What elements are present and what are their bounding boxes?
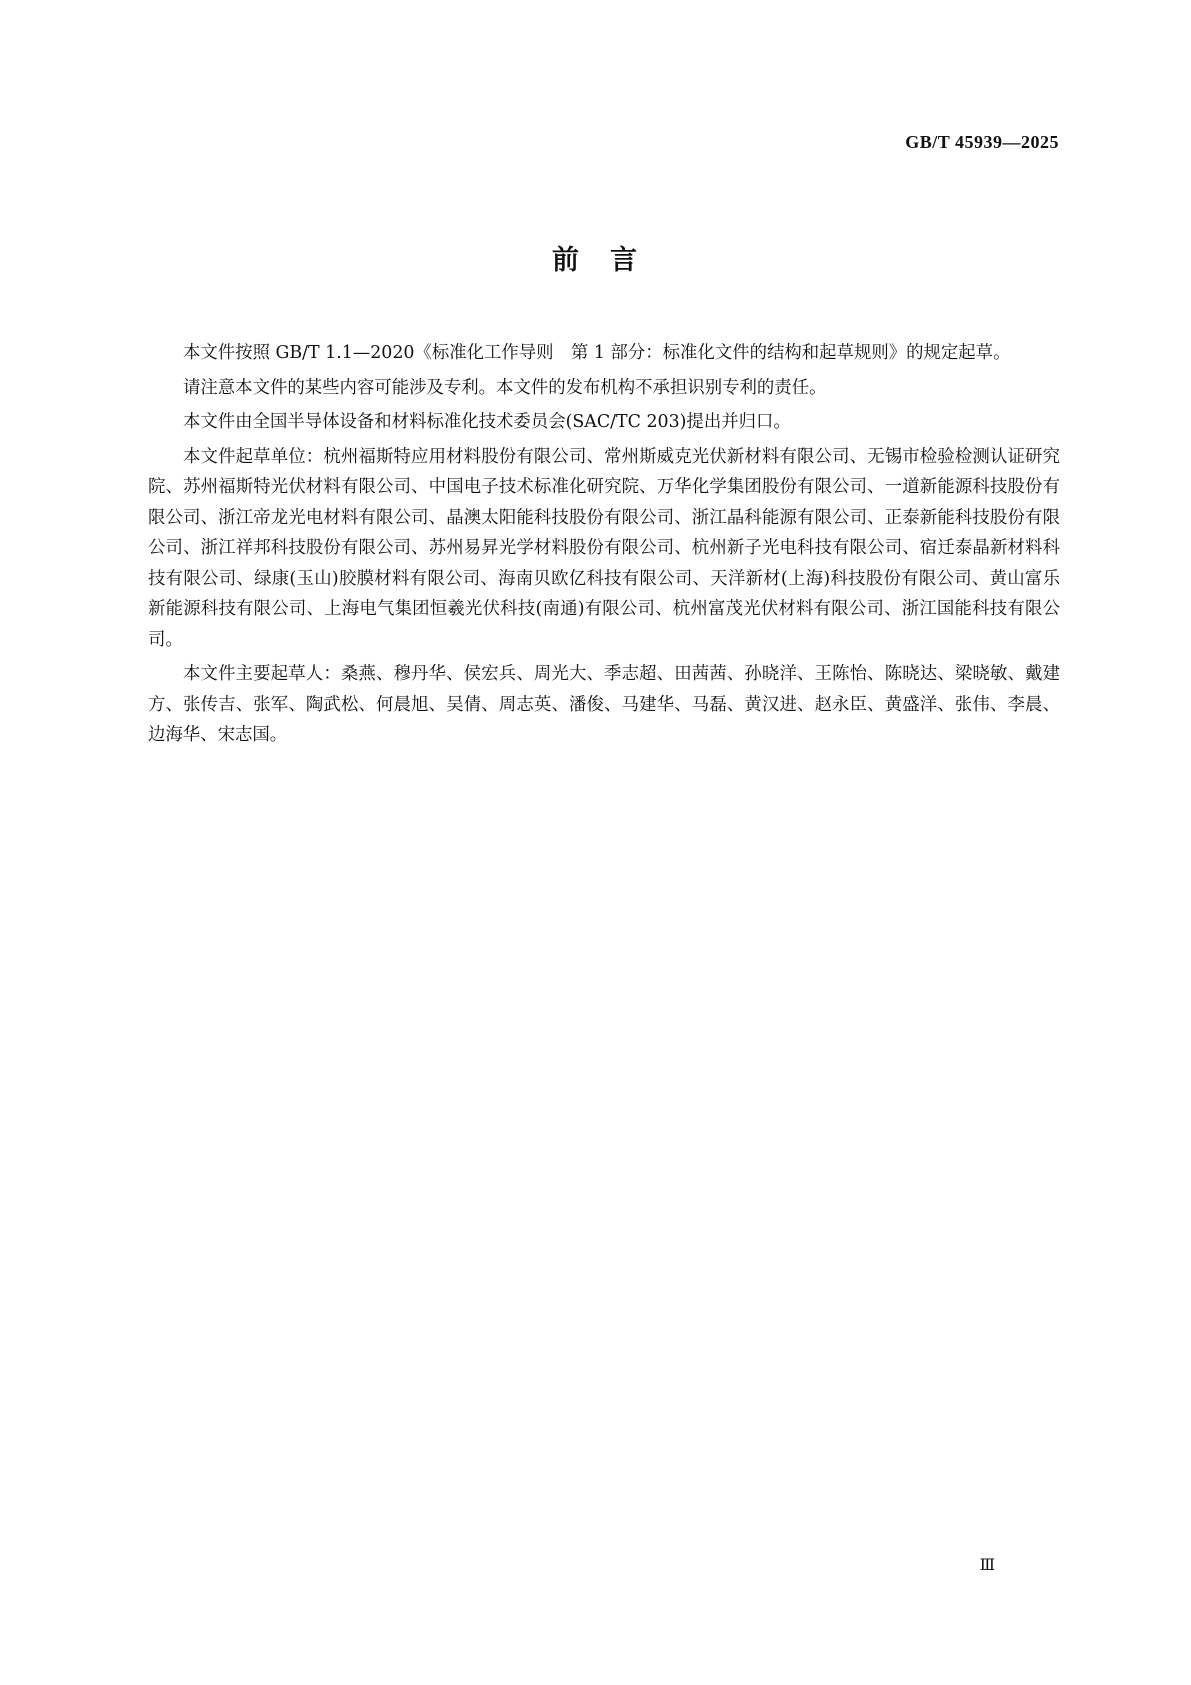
paragraph-drafting-rules: 本文件按照 GB/T 1.1—2020《标准化工作导则 第 1 部分：标准化文件的结构和起草规则》的规定起草。 <box>183 343 1011 363</box>
paragraph-committee: 本文件由全国半导体设备和材料标准化技术委员会(SAC/TC 203)提出并归口。 <box>183 412 791 432</box>
paragraph-drafters: 本文件主要起草人：桑燕、穆丹华、侯宏兵、周光大、季志超、田茜茜、孙晓洋、王陈怡、陈晓达、梁晓敏、戴建方、张传吉、张军、陶武松、何晨旭、吴倩、周志英、潘俊、马建华、马磊、黄汉进、赵永臣、黄盛洋、张伟、李晨、边海华、宋志国。 <box>148 664 1060 745</box>
paragraph-patent-notice: 请注意本文件的某些内容可能涉及专利。本文件的发布机构不承担识别专利的责任。 <box>183 377 827 398</box>
paragraph-drafting-units: 本文件起草单位：杭州福斯特应用材料股份有限公司、常州斯威克光伏新材料有限公司、无锡市检验检测认证研究院、苏州福斯特光伏材料有限公司、中国电子技术标准化研究院、万华化学集团股份有限公司、一道新能源科技股份有限公司、浙江帝龙光电材料有限公司、晶澳太阳能科技股份有限公司、浙江晶科能源有限公司、正泰新能科技股份有限公司、浙江祥邦科技股份有限公司、苏州易昇光学材料股份有限公司、杭州新子光电科技有限公司、宿迁泰晶新材料科技有限公司、绿康(玉山)胶膜材料有限公司、海南贝欧亿科技有限公司、天洋新材(上海)科技股份有限公司、黄山富乐新能源科技有限公司、上海电气集团恒羲光伏科技(南通)有限公司、杭州富茂光伏材料有限公司、浙江国能科技有限公司。 <box>148 446 1060 650</box>
standard-code: GB/T 45939—2025 <box>905 132 1059 152</box>
page-title: 前 言 <box>552 245 639 276</box>
page-number: Ⅲ <box>979 1557 995 1574</box>
foreword-body <box>148 338 1060 755</box>
